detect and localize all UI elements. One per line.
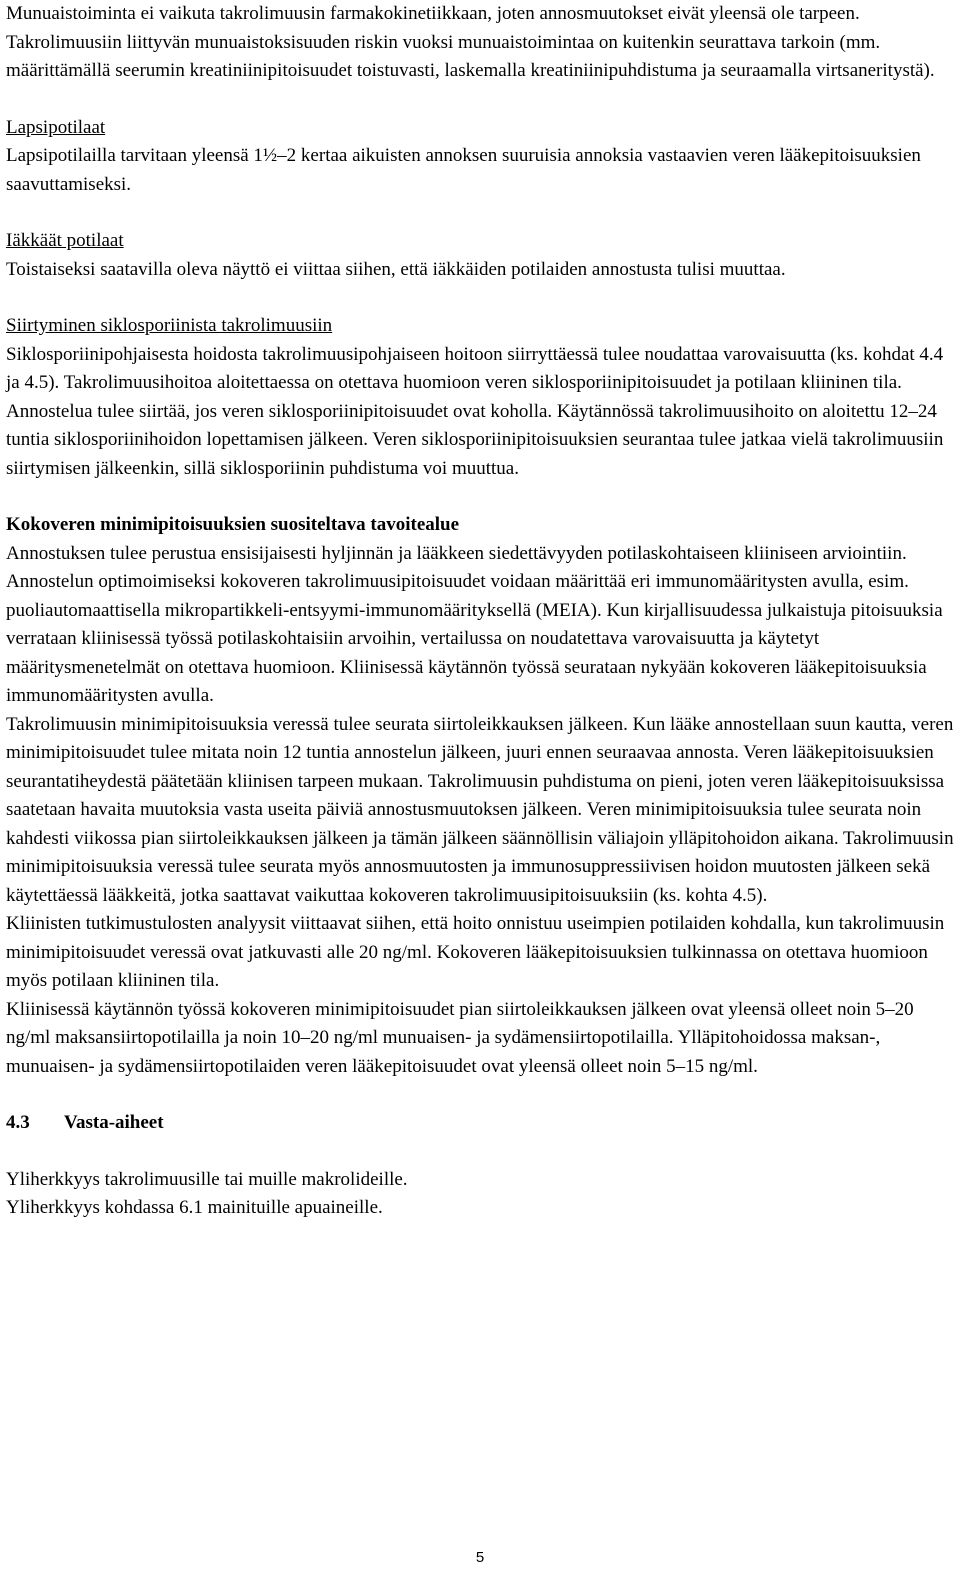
section-title: Vasta-aiheet: [64, 1112, 164, 1133]
intro-paragraph: Munuaistoiminta ei vaikuta takrolimuusin farmakokinetiikkaan, joten annosmuutokset eivät yleensä ole tarpeen. Takrolimuusiin liittyvän munuaistoksisuuden riskin vuoksi munuaistoimintaa on kuitenkin seurattava tarkoin (mm. määrittämällä seerumin kreatiniinipitoisuudet toistuvasti, laskemalla kreatiniinipuhdistuma ja seuraamalla virtsaneritystä).: [6, 3, 935, 81]
document-page: [6, 0, 954, 1223]
spacer: [6, 1138, 954, 1166]
pediatric-heading: Lapsipotilaat: [6, 116, 106, 138]
trough-paragraph-4: Kliinisten tutkimustulosten analyysit viittaavat siihen, että hoito onnistuu useimpien potilaiden kohdalla, kun takrolimuusin minimipitoisuudet veressä ovat jatkuvasti alle 20 ng/ml. Kokoveren lääkepitoisuuksien tulkinnassa on otettava huomioon myös potilaan kliininen tila.: [6, 913, 945, 991]
spacer: [6, 199, 954, 227]
spacer: [6, 1081, 954, 1109]
contraindication-item: Yliherkkyys kohdassa 6.1 mainituille apuaineille.: [6, 1197, 383, 1218]
switch-paragraph: Siklosporiinipohjaisesta hoidosta takrolimuusipohjaiseen hoitoon siirryttäessä tulee noudattaa varovaisuutta (ks. kohdat 4.4 ja 4.5). Takrolimuusihoitoa aloitettaessa on otettava huomioon veren siklosporiinipitoisuudet ja potilaan kliininen tila. Annostelua tulee siirtää, jos veren siklosporiinipitoisuudet ovat koholla. Käytännössä takrolimuusihoito on aloitettu 12–24 tuntia siklosporiinihoidon lopettamisen jälkeen. Veren siklosporiinipitoisuuksien seurantaa tulee jatkaa vielä takrolimuusiin siirtymisen jälkeenkin, sillä siklosporiinin puhdistuma voi muuttua.: [6, 343, 944, 479]
trough-paragraph-2: Annostelun optimoimiseksi kokoveren takrolimuusipitoisuudet voidaan määrittää eri immunomääritysten avulla, esim. puoliautomaattisella mikropartikkeli-entsyymi-immunomäärityksellä (MEIA). Kun kirjallisuudessa julkaistuja pitoisuuksia verrataan kliinisessä työssä potilaskohtaisiin arvoihin, vertailussa on noudatettava varovaisuutta ja käytetyt määritysmenetelmät on otettava huomioon. Kliinisessä käytännön työssä seurataan nykyään kokoveren lääkepitoisuuksia immunomääritysten avulla.: [6, 571, 943, 706]
trough-paragraph-5: Kliinisessä käytännön työssä kokoveren minimipitoisuudet pian siirtoleikkauksen jälkeen ovat yleensä olleet noin 5–20 ng/ml maksansiirtopotilailla ja noin 10–20 ng/ml munuaisen- ja sydämensiirtopotilailla. Ylläpitohoidossa maksan-, munuaisen- ja sydämensiirtopotilaiden veren lääkepitoisuudet ovat yleensä olleet noin 5–15 ng/ml.: [6, 998, 914, 1077]
page-number: 5: [475, 1549, 485, 1566]
contraindication-item: Yliherkkyys takrolimuusille tai muille makrolideille.: [6, 1168, 408, 1190]
spacer: [6, 86, 954, 114]
trough-paragraph-3: Takrolimuusin minimipitoisuuksia veressä tulee seurata siirtoleikkauksen jälkeen. Kun lääke annostellaan suun kautta, veren minimipitoisuudet tulee mitata noin 12 tuntia annostelun jälkeen, juuri ennen seuraavaa annosta. Veren lääkepitoisuuksien seurantatiheydestä päätetään kliinisen tarpeen mukaan. Takrolimuusin puhdistuma on pieni, joten veren lääkepitoisuuksissa saatetaan havaita muutoksia vasta useita päiviä annostusmuutoksen jälkeen. Veren minimipitoisuuksia tulee seurata noin kahdesti viikossa pian siirtoleikkauksen jälkeen ja tämän jälkeen säännöllisin väliajoin ylläpitohoidon aikana. Takrolimuusin minimipitoisuuksia veressä tulee seurata myös annosmuutosten ja immunosuppressiivisen hoidon muutosten jälkeen sekä käytettäessä lääkkeitä, jotka saattavat vaikuttaa kokoveren takrolimuusipitoisuuksiin (ks. kohta 4.5).: [6, 713, 954, 906]
switch-heading: Siirtyminen siklosporiinista takrolimuusiin: [6, 315, 333, 336]
section-number: 4.3: [6, 1112, 30, 1133]
spacer: [6, 483, 954, 511]
elderly-heading: Iäkkäät potilaat: [6, 230, 124, 251]
elderly-paragraph: Toistaiseksi saatavilla oleva näyttö ei viittaa siihen, että iäkkäiden potilaiden annostusta tulisi muuttaa.: [6, 258, 786, 280]
spacer: [6, 284, 954, 312]
pediatric-paragraph: Lapsipotilailla tarvitaan yleensä 1½–2 kertaa aikuisten annoksen suuruisia annoksia vastaavien veren lääkepitoisuuksien saavuttamiseksi.: [6, 145, 921, 195]
trough-paragraph-1: Annostuksen tulee perustua ensisijaisesti hyljinnän ja lääkkeen siedettävyyden potilaskohtaiseen kliiniseen arviointiin.: [6, 542, 907, 564]
section-heading-4-3: [6, 1109, 954, 1138]
trough-heading: Kokoveren minimipitoisuuksien suositeltava tavoitealue: [6, 514, 460, 535]
